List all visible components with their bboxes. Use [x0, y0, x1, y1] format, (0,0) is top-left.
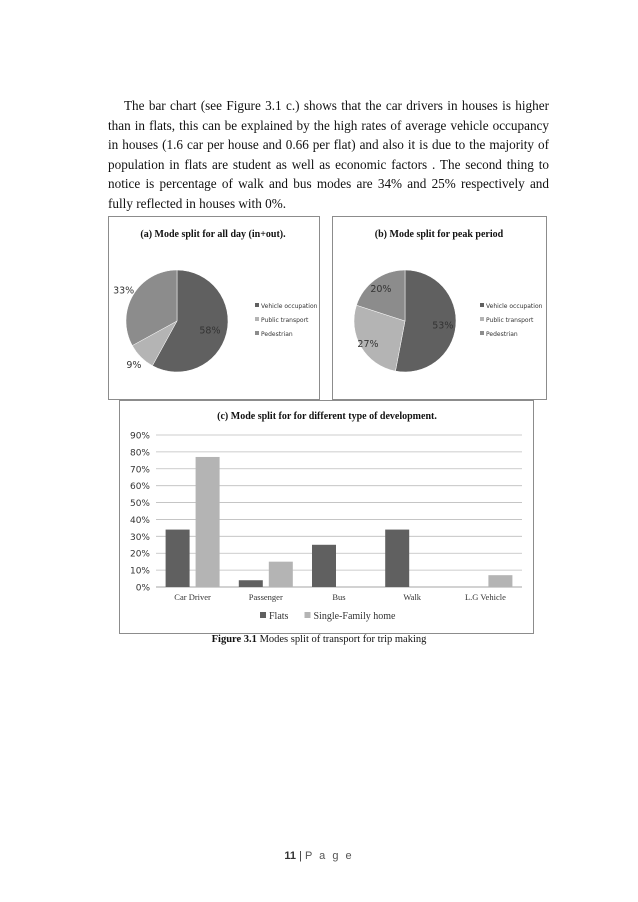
pie-data-label: 27%	[357, 338, 379, 350]
page-word: P a g e	[304, 850, 354, 862]
pie-chart-all-day	[108, 216, 320, 400]
bar	[269, 562, 293, 587]
legend-swatch	[255, 317, 259, 321]
legend-swatch	[255, 331, 259, 335]
legend-swatch	[480, 331, 484, 335]
pie-data-label: 20%	[370, 283, 392, 295]
legend-label: Single-Family home	[313, 611, 396, 622]
legend-swatch	[480, 303, 484, 307]
pie-data-label: 9%	[126, 360, 142, 372]
bar-chart-title: (c) Mode split for for different type of development.	[217, 411, 437, 422]
legend-label: Pedestrian	[486, 331, 518, 338]
y-tick-label: 0%	[135, 583, 150, 594]
footer-separator: |	[299, 850, 302, 862]
y-tick-label: 10%	[129, 566, 150, 577]
pie-title: (a) Mode split for all day (in+out).	[140, 229, 286, 240]
pie-chart-all-day-svg	[109, 217, 319, 399]
x-tick-label: Passenger	[248, 592, 283, 602]
page-footer	[0, 850, 638, 862]
legend-swatch	[260, 612, 266, 618]
x-tick-label: Car Driver	[174, 592, 211, 602]
bar	[385, 530, 409, 587]
y-tick-label: 80%	[129, 448, 150, 459]
bar	[239, 580, 263, 587]
figure-caption-text: Modes split of transport for trip making	[256, 634, 427, 645]
legend-label: Public transport	[486, 317, 534, 324]
y-tick-label: 30%	[129, 532, 150, 543]
bar-chart-development-type-svg	[120, 401, 533, 633]
bar	[196, 457, 220, 587]
bar	[488, 575, 512, 587]
x-tick-label: Walk	[403, 592, 422, 602]
legend-label: Vehicle occupation	[261, 303, 318, 310]
legend-label: Flats	[269, 611, 289, 622]
legend-swatch	[255, 303, 259, 307]
y-tick-label: 20%	[129, 549, 150, 560]
pie-chart-peak-period	[332, 216, 547, 400]
pie-data-label: 58%	[199, 325, 221, 337]
x-tick-label: L.G Vehicle	[464, 592, 506, 602]
pie-data-label: 53%	[432, 320, 454, 332]
bar	[312, 545, 336, 587]
y-tick-label: 50%	[129, 499, 150, 510]
legend-swatch	[480, 317, 484, 321]
figure-caption	[0, 634, 638, 645]
y-tick-label: 70%	[129, 465, 150, 476]
y-tick-label: 40%	[129, 515, 150, 526]
y-tick-label: 60%	[129, 482, 150, 493]
page-number: 11	[284, 850, 296, 862]
pie-data-label: 33%	[113, 285, 135, 297]
legend-label: Vehicle occupation	[486, 303, 543, 310]
body-paragraph: The bar chart (see Figure 3.1 c.) shows that the car drivers in houses is higher than in flats, this can be explained by the high rates of average vehicle occupancy in houses (1.6 car per house and 0.66 per flat) and also it is due to the majority of population in flats are student as well as economic factors . The second thing to notice is percentage of walk and bus modes are 34% and 25% respectively and fully reflected in houses with 0%.	[108, 98, 549, 211]
pie-chart-peak-period-svg	[333, 217, 546, 399]
legend-label: Public transport	[261, 317, 309, 324]
x-tick-label: Bus	[332, 592, 346, 602]
legend-swatch	[305, 612, 311, 618]
pie-title: (b) Mode split for peak period	[374, 229, 504, 240]
bar-chart-development-type	[119, 400, 534, 634]
bar	[166, 530, 190, 587]
figure-caption-label: Figure 3.1	[211, 634, 257, 645]
y-tick-label: 90%	[129, 431, 150, 442]
legend-label: Pedestrian	[261, 331, 293, 338]
